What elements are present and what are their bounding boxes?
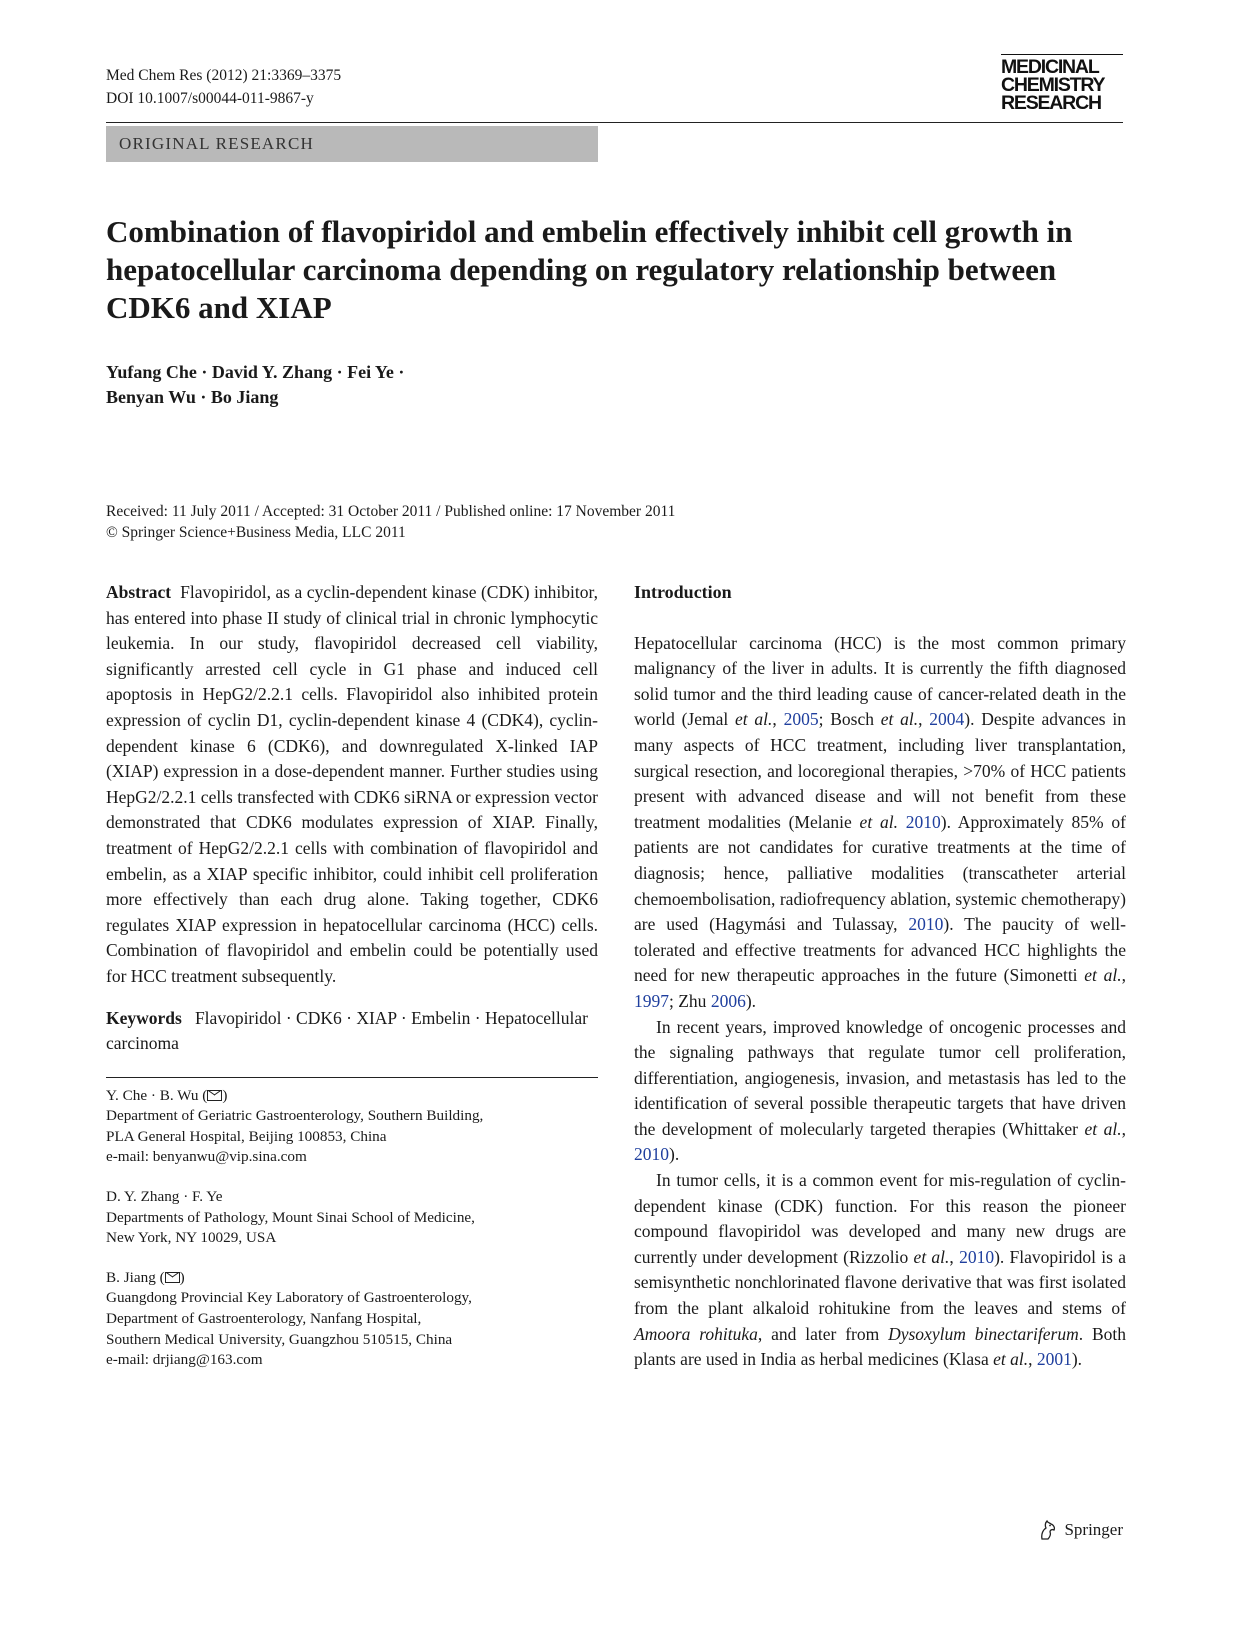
intro-paragraph-1: Hepatocellular carcinoma (HCC) is the most common primary malignancy of the liver in adults. It is currently the fifth diagnosed solid tumor and the third leading cause of cancer-related death in the world (Jemal et al., 2005; Bosch et al., 2004). Despite advances in many aspects of HCC treatment, including liver transplantation, surgical resection, and locoregional therapies, >70% of HCC patients present with advanced disease and will not benefit from these treatment modalities (Melanie et al. 2010). Approximately 85% of patients are not candidates for curative treatments at the time of diagnosis; hence, palliative modalities (transcatheter arterial chemoembolisation, radiofrequency ablation, systemic chemotherapy) are used (Hagymási and Tulassay, 2010). The paucity of well-tolerated and effective treatments for advanced HCC highlights the need for new therapeutic approaches in the future (Simonetti et al., 1997; Zhu 2006). (634, 632, 1127, 1011)
publication-dates (106, 501, 1116, 543)
logo-line-3: RESEARCH (1001, 92, 1101, 114)
affiliation-line: Department of Geriatric Gastroenterology, Southern Building, (106, 1107, 484, 1125)
keywords-text: Flavopiridol · CDK6 · XIAP · Embelin · Hepatocellular carcinoma (106, 1007, 588, 1054)
copyright: © Springer Science+Business Media, LLC 2011 (106, 524, 406, 541)
doi: DOI 10.1007/s00044-011-9867-y (106, 90, 314, 107)
history-dates: Received: 11 July 2011 / Accepted: 31 October 2011 / Published online: 17 November 2011 (106, 503, 676, 520)
abstract (106, 580, 598, 990)
authors-line-2: Benyan Wu · Bo Jiang (106, 387, 279, 407)
publisher-name: Springer (1064, 1520, 1123, 1539)
header-rule (106, 122, 1123, 123)
section-band (106, 126, 598, 162)
citation-link[interactable]: 2010 (634, 1144, 669, 1165)
keywords (106, 1006, 598, 1057)
left-column (106, 580, 598, 1390)
journal-citation-block (106, 64, 341, 110)
affiliation-line: Departments of Pathology, Mount Sinai School of Medicine, (106, 1208, 475, 1226)
right-column (634, 580, 1126, 1373)
citation-link[interactable]: 2005 (783, 709, 819, 730)
affiliation-names: D. Y. Zhang · F. Ye (106, 1188, 223, 1206)
citation-link[interactable]: 2010 (959, 1246, 995, 1267)
journal-citation: Med Chem Res (2012) 21:3369–3375 (106, 67, 342, 84)
keywords-label: Keywords (106, 1007, 182, 1028)
citation-link[interactable]: 2001 (1036, 1349, 1072, 1370)
citation-link[interactable]: 2010 (908, 914, 944, 935)
affiliation-line: Southern Medical University, Guangzhou 510515, China (106, 1330, 453, 1348)
abstract-label: Abstract (106, 582, 172, 602)
affiliation-email[interactable]: e-mail: drjiang@163.com (106, 1351, 263, 1369)
affiliation-rule (106, 1077, 598, 1078)
affiliations (106, 1086, 598, 1371)
citation-link[interactable]: 2010 (905, 811, 941, 832)
publisher-logo (1038, 1519, 1123, 1541)
affiliation-line: PLA General Hospital, Beijing 100853, China (106, 1127, 387, 1145)
affiliation-line: New York, NY 10029, USA (106, 1229, 277, 1247)
springer-horse-icon (1038, 1519, 1058, 1541)
citation-link[interactable]: 1997 (634, 990, 669, 1011)
envelope-icon (207, 1090, 222, 1101)
affiliation-1 (106, 1086, 598, 1168)
journal-logo (1001, 54, 1123, 112)
logo-line-1: MEDICINAL (1001, 56, 1099, 78)
affiliation-email[interactable]: e-mail: benyanwu@vip.sina.com (106, 1148, 307, 1166)
authors-line-1: Yufang Che · David Y. Zhang · Fei Ye · (106, 362, 405, 382)
intro-paragraph-3: In tumor cells, it is a common event for mis-regulation of cyclin-dependent kinase (CDK) function. For this reason the pioneer compound flavopiridol was developed and many new drugs are currently under development (Rizzolio et al., 2010). Flavopiridol is a semisynthetic nonchlorinated flavone derivative that was first isolated from the plant alkaloid rohitukine from the leaves and stems of Amoora rohituka, and later from Dysoxylum binectariferum. Both plants are used in India as herbal medicines (Klasa et al., 2001). (634, 1170, 1126, 1370)
affiliation-line: Guangdong Provincial Key Laboratory of Gastroenterology, (106, 1289, 472, 1307)
affiliation-names: Y. Che · B. Wu ( ) (106, 1086, 228, 1104)
citation-link[interactable]: 2006 (710, 990, 746, 1011)
section-label: ORIGINAL RESEARCH (119, 134, 314, 153)
affiliation-2 (106, 1187, 598, 1249)
logo-line-2: CHEMISTRY (1001, 74, 1105, 96)
affiliation-line: Department of Gastroenterology, Nanfang Hospital, (106, 1310, 422, 1328)
introduction-heading: Introduction (634, 582, 732, 602)
citation-link[interactable]: 2004 (929, 709, 965, 730)
intro-paragraph-2: In recent years, improved knowledge of oncogenic processes and the signaling pathways that regulate tumor cell proliferation, differentiation, angiogenesis, invasion, and metastasis has led to the identification of several possible therapeutic targets that have driven the development of molecularly targeted therapies (Whittaker et al., 2010). (634, 1016, 1127, 1165)
article-title: Combination of flavopiridol and embelin effectively inhibit cell growth in hepatocellular carcinoma depending on regulatory relationship between CDK6 and XIAP (106, 214, 1073, 325)
affiliation-names: B. Jiang ( ) (106, 1268, 185, 1286)
envelope-icon (165, 1272, 180, 1283)
abstract-text: Flavopiridol, as a cyclin-dependent kinase (CDK) inhibitor, has entered into phase II study of clinical trial in chronic lymphocytic leukemia. In our study, flavopiridol decreased cell viability, significantly arrested cell cycle in G1 phase and induced cell apoptosis in HepG2/2.2.1 cells. Flavopiridol also inhibited protein expression of cyclin D1, cyclin-dependent kinase 4 (CDK4), cyclin-dependent kinase 6 (CDK6), and downregulated X-linked IAP (XIAP) expression in a dose-dependent manner. Further studies using HepG2/2.2.1 cells transfected with CDK6 siRNA or expression vector demonstrated that CDK6 modulates expression of XIAP. Finally, treatment of HepG2/2.2.1 cells with combination of flavopiridol and embelin, as a XIAP specific inhibitor, could inhibit cell proliferation more effectively than each drug alone. Taking together, CDK6 regulates XIAP expression in hepatocellular carcinoma (HCC) cells. Combination of flavopiridol and embelin could be potentially used for HCC treatment subsequently. (106, 582, 598, 986)
logo-rule (1001, 54, 1123, 55)
affiliation-3 (106, 1268, 598, 1371)
authors (106, 360, 806, 410)
